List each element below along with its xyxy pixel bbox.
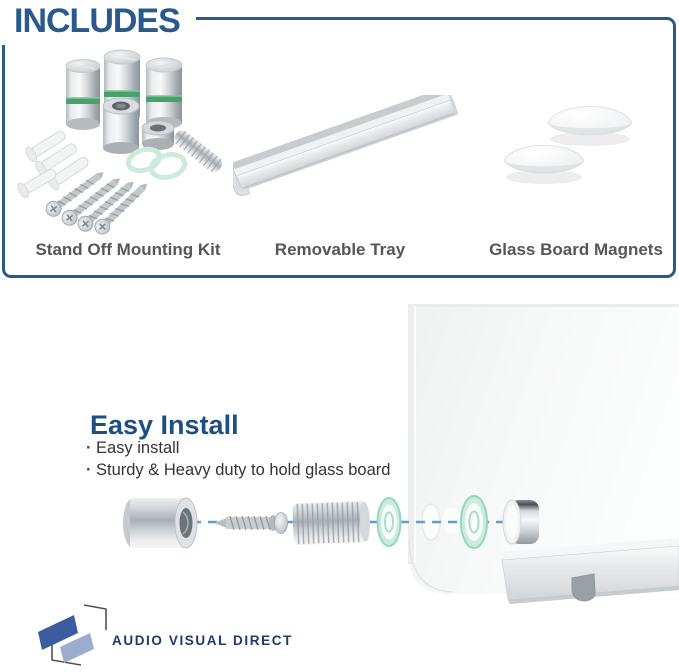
magnet-icon xyxy=(504,145,584,184)
bullet-dot: · xyxy=(86,439,92,457)
border-mask xyxy=(0,0,12,45)
product-label-standoff-kit: Stand Off Mounting Kit xyxy=(35,240,221,259)
standoff-barrel-icon xyxy=(66,50,182,154)
tray-icon xyxy=(233,95,460,198)
glass-washer-icon xyxy=(378,498,401,546)
glass-washer-icon xyxy=(126,146,187,181)
threaded-rod-icon xyxy=(171,128,225,175)
brand-name: AUDIO VISUAL DIRECT xyxy=(112,633,293,648)
magnets-photo xyxy=(488,83,668,223)
mounting-screw-icon xyxy=(214,513,288,534)
install-diagram xyxy=(0,290,679,620)
standoff-cap-icon xyxy=(503,500,539,544)
easy-install-heading: Easy Install xyxy=(90,410,239,440)
product-label-glass-board-magnets: Glass Board Magnets xyxy=(489,240,663,259)
includes-title: INCLUDES xyxy=(12,0,196,42)
standoff-kit-photo xyxy=(16,42,230,238)
bullet-text: Sturdy & Heavy duty to hold glass board xyxy=(96,461,391,479)
product-label-removable-tray: Removable Tray xyxy=(274,240,406,259)
magnet-icon xyxy=(548,107,632,147)
bullet-text: Easy install xyxy=(96,439,180,457)
brand-logo-icon xyxy=(26,602,118,670)
bullet-dot: · xyxy=(86,461,92,479)
tray-photo xyxy=(233,95,470,200)
threaded-stud-icon xyxy=(292,501,370,546)
standoff-barrel-icon xyxy=(123,498,197,548)
glass-washer-icon xyxy=(461,496,487,548)
